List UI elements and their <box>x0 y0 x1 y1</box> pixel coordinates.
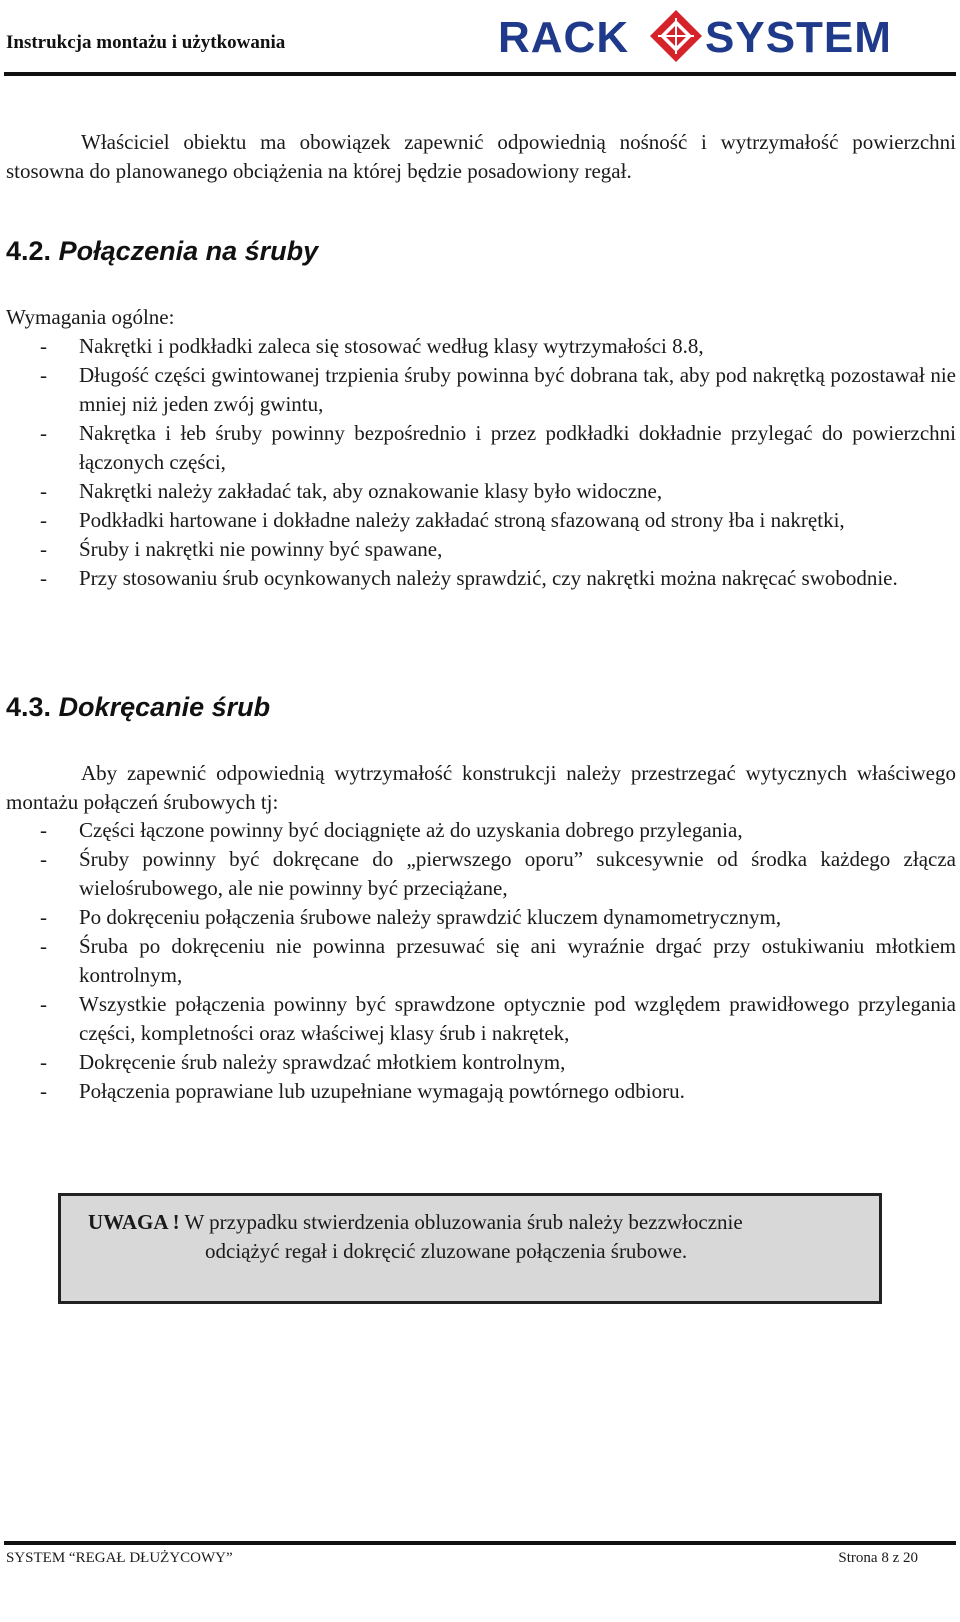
footer-page-number: Strona 8 z 20 <box>838 1550 918 1566</box>
section-43-list <box>6 816 956 1106</box>
list-item: - Nakrętka i łeb śruby powinny bezpośrednio i przez podkładki dokładnie przylegać do powierzchni łączonych części, <box>40 421 956 474</box>
section-43-number: 4.3. <box>6 692 52 722</box>
footer-document-name: SYSTEM “REGAŁ DŁUŻYCOWY” <box>6 1550 233 1566</box>
section-43-heading <box>6 692 270 723</box>
logo-text-rack: RACK <box>498 13 630 62</box>
list-item: - Nakrętki należy zakładać tak, aby oznakowanie klasy było widoczne, <box>40 479 663 503</box>
list-item: - Dokręcenie śrub należy sprawdzać młotkiem kontrolnym, <box>40 1050 566 1074</box>
section-42-lead: Wymagania ogólne: <box>6 305 175 329</box>
section-42-number: 4.2. <box>6 236 52 266</box>
list-item: - Przy stosowaniu śrub ocynkowanych należy sprawdzić, czy nakrętki można nakręcać swobodnie. <box>40 566 898 590</box>
logo-text-system: SYSTEM <box>705 13 892 62</box>
list-item: - Śruby powinny być dokręcane do „pierwszego oporu” sukcesywnie od środka każdego złącza wielośrubowego, ale nie powinny być przeciążane, <box>40 847 956 900</box>
logo-diamond-icon <box>650 10 702 62</box>
section-43-lead: Aby zapewnić odpowiednią wytrzymałość konstrukcji należy przestrzegać wytycznych właściwego montażu połączeń śrubowych tj: <box>6 761 956 814</box>
list-item: - Śruba po dokręceniu nie powinna przesuwać się ani wyraźnie drgać przy ostukiwaniu młotkiem kontrolnym, <box>40 934 956 987</box>
warning-label: UWAGA ! <box>88 1210 180 1234</box>
section-42-title: Połączenia na śruby <box>58 236 319 266</box>
section-43-title: Dokręcanie śrub <box>58 692 271 722</box>
rack-system-logo <box>498 6 950 68</box>
header-divider <box>4 72 956 76</box>
list-item: - Połączenia poprawiane lub uzupełniane wymagają powtórnego odbioru. <box>40 1079 685 1103</box>
list-item: - Nakrętki i podkładki zaleca się stosować według klasy wytrzymałości 8.8, <box>40 334 704 358</box>
warning-text <box>88 1208 868 1266</box>
warning-line-1: W przypadku stwierdzenia obluzowania śrub należy bezzwłocznie <box>184 1210 743 1234</box>
document-title: Instrukcja montażu i użytkowania <box>6 32 286 53</box>
section-42-list <box>6 332 956 593</box>
list-item: - Wszystkie połączenia powinny być sprawdzone optycznie pod względem prawidłowego przylegania części, kompletności oraz właściwej klasy śrub i nakrętek, <box>40 992 956 1045</box>
footer-divider <box>4 1541 956 1545</box>
list-item: - Części łączone powinny być dociągnięte aż do uzyskania dobrego przylegania, <box>40 818 743 842</box>
warning-line-2: odciążyć regał i dokręcić zluzowane połączenia śrubowe. <box>205 1239 688 1263</box>
list-item: - Śruby i nakrętki nie powinny być spawane, <box>40 537 443 561</box>
list-item: - Podkładki hartowane i dokładne należy zakładać stroną sfazowaną od strony łba i nakrętki, <box>40 508 845 532</box>
list-item: - Po dokręceniu połączenia śrubowe należy sprawdzić kluczem dynamometrycznym, <box>40 905 782 929</box>
section-42-heading <box>6 236 318 267</box>
list-item: - Długość części gwintowanej trzpienia śruby powinna być dobrana tak, aby pod nakrętką pozostawał nie mniej niż jeden zwój gwintu, <box>40 363 956 416</box>
intro-paragraph: Właściciel obiektu ma obowiązek zapewnić odpowiednią nośność i wytrzymałość powierzchni stosowna do planowanego obciążenia na której będzie posadowiony regał. <box>6 130 956 183</box>
